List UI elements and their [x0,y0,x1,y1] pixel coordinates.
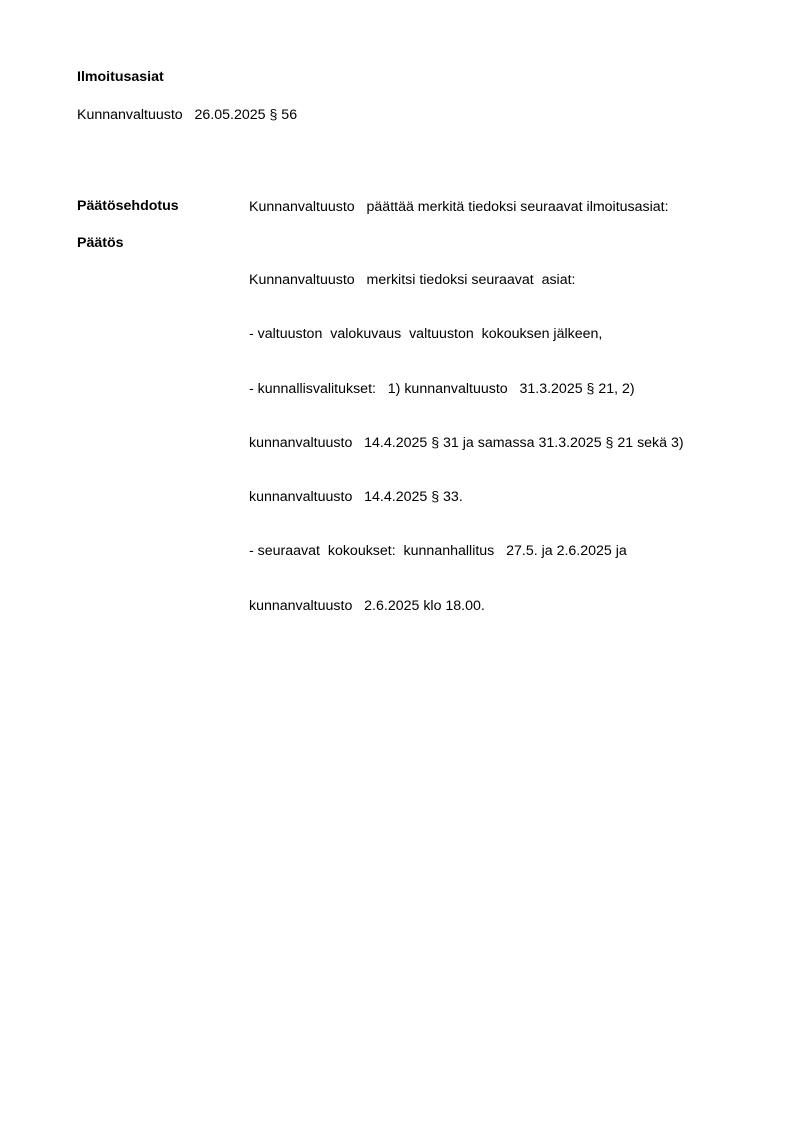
proposal-label: Päätösehdotus [77,198,179,214]
document-heading: Ilmoitusasiat [77,69,164,85]
decision-line: - kunnallisvalitukset: 1) kunnanvaltuusto 31.3.2025 § 21, 2) [249,380,635,397]
decision-line: kunnanvaltuusto 14.4.2025 § 31 ja samassa 31.3.2025 § 21 sekä 3) [249,434,684,451]
meeting-reference: Kunnanvaltuusto 26.05.2025 § 56 [77,107,298,123]
decision-line: kunnanvaltuusto 2.6.2025 klo 18.00. [249,597,485,614]
decision-line: - valtuuston valokuvaus valtuuston kokouksen jälkeen, [249,326,603,343]
proposal-text: Kunnanvaltuusto päättää merkitä tiedoksi seuraavat ilmoitusasiat: [249,199,669,215]
decision-text [249,235,684,651]
decision-line: kunnanvaltuusto 14.4.2025 § 33. [249,489,463,506]
decision-line: Kunnanvaltuusto merkitsi tiedoksi seuraavat asiat: [249,272,576,288]
decision-label: Päätös [77,235,124,251]
decision-line: - seuraavat kokoukset: kunnanhallitus 27.5. ja 2.6.2025 ja [249,543,627,560]
